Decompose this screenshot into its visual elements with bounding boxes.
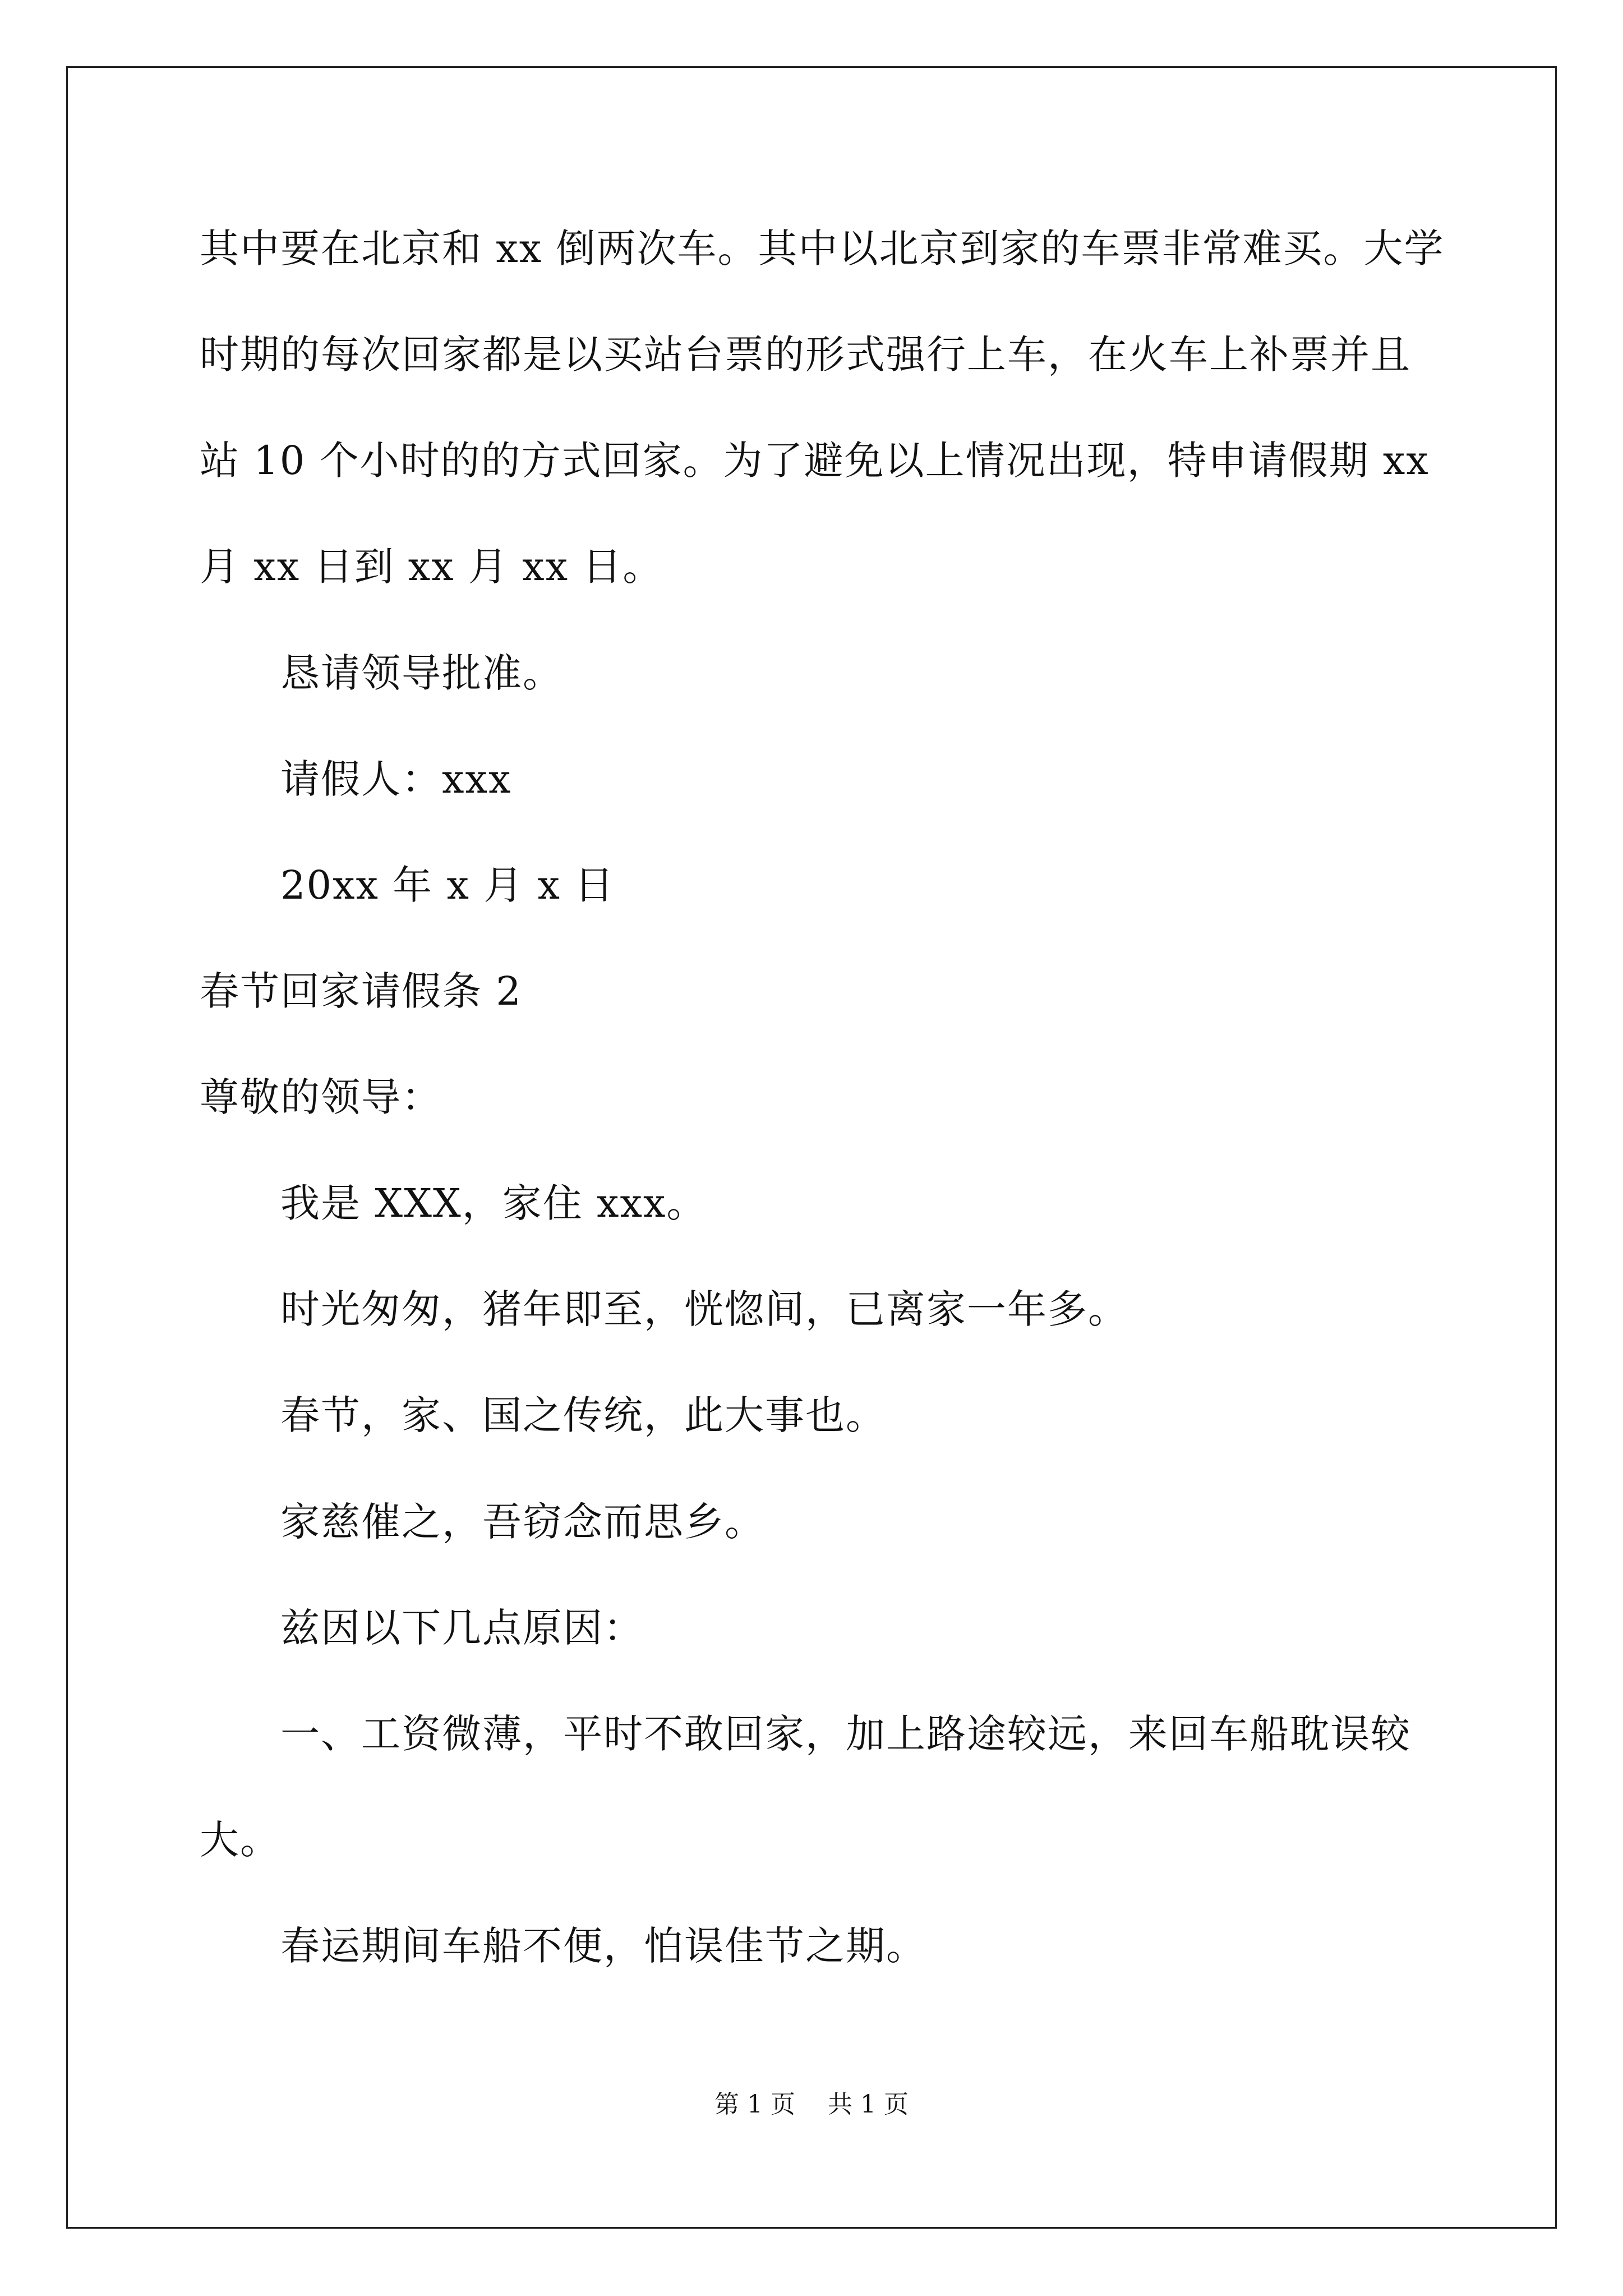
body-line-14: 兹因以下几点原因： — [280, 1605, 644, 1651]
body-line-13: 家慈催之，吾窃念而思乡。 — [280, 1499, 765, 1545]
page-footer: 第 1 页 共 1 页 — [714, 2090, 909, 2119]
body-line-16: 大。 — [200, 1817, 280, 1863]
approval-request: 恳请领导批准。 — [280, 650, 563, 696]
section-title: 春节回家请假条 2 — [200, 968, 522, 1014]
body-line-11: 时光匆匆，猪年即至，恍惚间，已离家一年多。 — [280, 1286, 1128, 1332]
applicant-line: 请假人：xxx — [280, 756, 512, 802]
body-line-4: 月 xx 日到 xx 月 xx 日。 — [200, 544, 663, 590]
body-line-12: 春节，家、国之传统，此大事也。 — [280, 1392, 886, 1438]
body-line-3: 站 10 个小时的的方式回家。为了避免以上情况出现，特申请假期 xx — [200, 438, 1430, 484]
body-line-15: 一、工资微薄，平时不敢回家，加上路途较远，来回车船耽误较 — [280, 1711, 1411, 1757]
body-line-17: 春运期间车船不便，怕误佳节之期。 — [280, 1923, 926, 1969]
date-line: 20xx 年 x 月 x 日 — [280, 862, 615, 908]
body-line-10: 我是 XXX，家住 xxx。 — [280, 1180, 707, 1226]
page-border — [66, 66, 1557, 2229]
body-line-1: 其中要在北京和 xx 倒两次车。其中以北京到家的车票非常难买。大学 — [200, 226, 1445, 272]
body-line-2: 时期的每次回家都是以买站台票的形式强行上车，在火车上补票并且 — [200, 332, 1411, 378]
salutation: 尊敬的领导： — [200, 1074, 442, 1120]
